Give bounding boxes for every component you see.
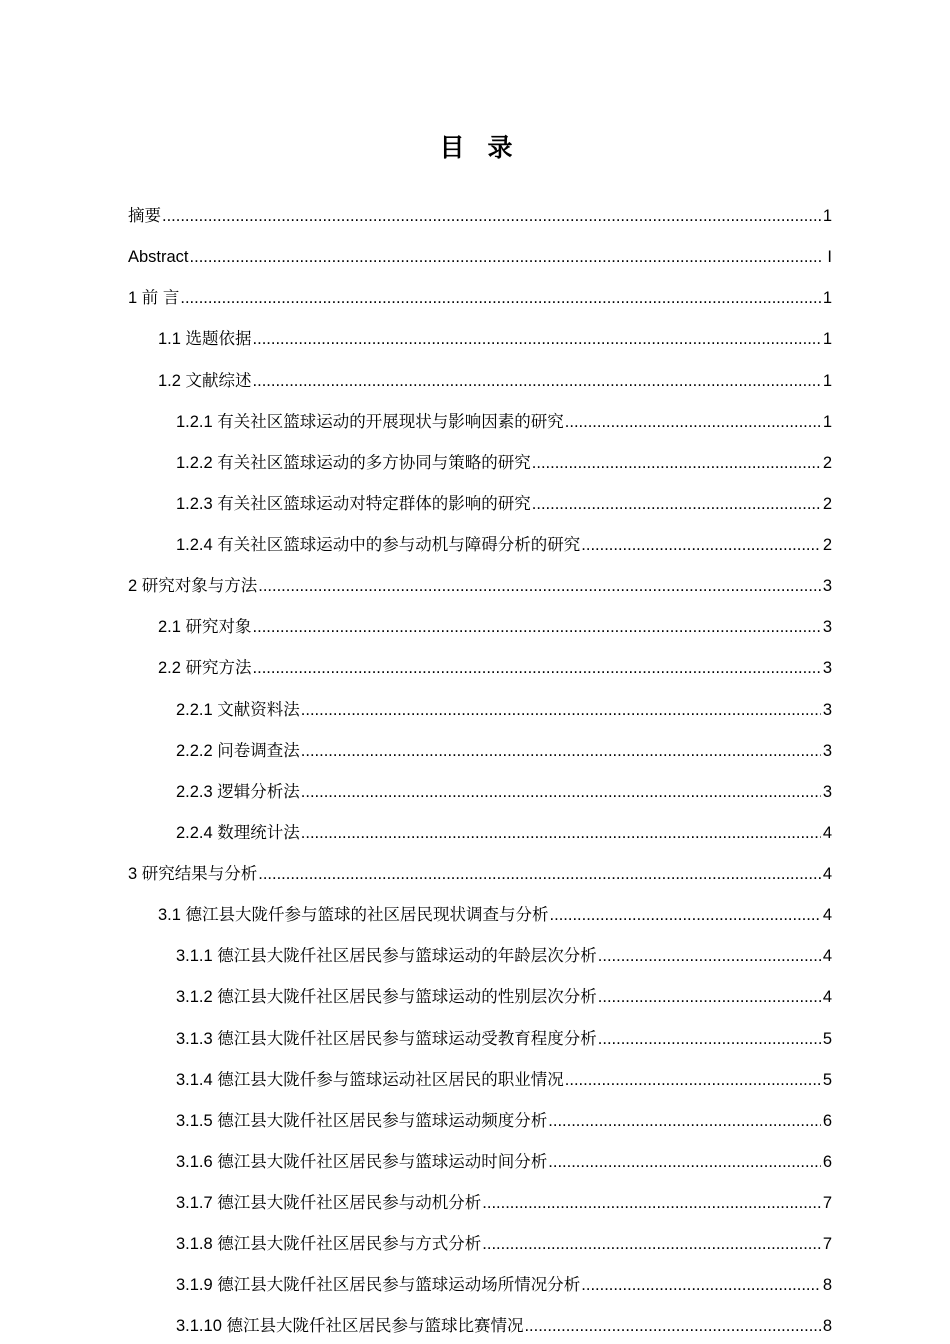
toc-entry-label: 3.1.4 德江县大陇仟参与篮球运动社区居民的职业情况 [176, 1070, 564, 1089]
toc-entry[interactable] [128, 576, 832, 597]
toc-entry-page-number: 2 [822, 536, 832, 554]
toc-leader-dots [180, 288, 821, 305]
toc-entry-page-number: 6 [822, 1152, 832, 1171]
toc-entry[interactable] [176, 453, 832, 474]
toc-entry-page-number: 3 [822, 659, 832, 678]
toc-entry[interactable] [176, 782, 832, 803]
toc-entry[interactable] [176, 1316, 832, 1337]
toc-entry[interactable] [128, 288, 832, 309]
toc-entry-page-number: 1 [822, 371, 832, 390]
toc-entry-label: 2.1 研究对象 [158, 618, 252, 637]
toc-leader-dots [548, 1111, 821, 1128]
toc-entry-page-number: 1 [822, 412, 832, 431]
toc-entry-label: 2.2.4 数理统计法 [176, 823, 300, 842]
toc-leader-dots [258, 576, 821, 593]
toc-entry-page-number: 4 [822, 988, 832, 1007]
toc-entry[interactable] [176, 535, 832, 556]
toc-entry-label: 2.2.3 逻辑分析法 [176, 782, 300, 801]
toc-entry[interactable] [158, 905, 832, 926]
toc-entry-label: 3.1.5 德江县大陇仟社区居民参与篮球运动频度分析 [176, 1111, 548, 1130]
toc-entry-label: 3.1.9 德江县大陇仟社区居民参与篮球运动场所情况分析 [176, 1276, 581, 1295]
toc-entry-label: 3.1.8 德江县大陇仟社区居民参与方式分析 [176, 1235, 482, 1254]
toc-entry-label: 1.2.4 有关社区篮球运动中的参与动机与障碍分析的研究 [176, 536, 581, 554]
toc-entry[interactable] [158, 658, 832, 679]
toc-entry-label: 3.1.2 德江县大陇仟社区居民参与篮球运动的性别层次分析 [176, 988, 597, 1007]
toc-entry-label: 1.2 文献综述 [158, 371, 252, 390]
toc-leader-dots [301, 823, 821, 840]
toc-entry-page-number: I [827, 248, 832, 267]
toc-leader-dots [581, 1275, 821, 1292]
toc-entry-page-number: 7 [822, 1235, 832, 1254]
toc-entry-page-number: 3 [822, 741, 832, 760]
toc-entry-page-number: 4 [822, 906, 832, 925]
toc-entry-page-number: 6 [822, 1111, 832, 1130]
toc-entry-page-number: 3 [822, 700, 832, 719]
toc-entry[interactable] [176, 1193, 832, 1214]
toc-entry-label: 摘要 [128, 207, 161, 225]
toc-leader-dots [253, 371, 821, 388]
toc-entry[interactable] [128, 864, 832, 885]
toc-entry-page-number: 4 [822, 947, 832, 966]
toc-leader-dots [258, 864, 821, 881]
toc-entry-label: 1.2.1 有关社区篮球运动的开展现状与影响因素的研究 [176, 412, 564, 431]
toc-entry-label: 3.1.7 德江县大陇仟社区居民参与动机分析 [176, 1194, 482, 1212]
toc-entry-page-number: 2 [822, 494, 832, 513]
toc-leader-dots [253, 658, 821, 675]
toc-entry-page-number: 1 [822, 330, 832, 349]
toc-leader-dots [482, 1234, 821, 1251]
toc-entry-page-number: 3 [822, 577, 832, 596]
toc-entry-label: 3 研究结果与分析 [128, 865, 258, 883]
toc-leader-dots [253, 617, 821, 634]
toc-entry-page-number: 1 [822, 289, 832, 308]
toc-entry[interactable] [176, 1234, 832, 1255]
toc-entry-page-number: 2 [822, 453, 832, 472]
toc-entry-label: 1.2.2 有关社区篮球运动的多方协同与策略的研究 [176, 453, 531, 472]
toc-entry[interactable] [128, 247, 832, 268]
toc-entry-page-number: 5 [822, 1070, 832, 1089]
toc-entry-label: 2.2.1 文献资料法 [176, 700, 300, 719]
toc-entry[interactable] [176, 412, 832, 433]
toc-entry[interactable] [158, 617, 832, 638]
toc-entry-page-number: 5 [822, 1029, 832, 1048]
table-of-contents [128, 206, 832, 1337]
toc-entry-label: 3.1.10 德江县大陇仟社区居民参与篮球比赛情况 [176, 1317, 524, 1336]
toc-leader-dots [532, 453, 821, 470]
toc-entry-label: 1.1 选题依据 [158, 330, 252, 349]
toc-leader-dots [598, 1029, 821, 1046]
toc-entry[interactable] [176, 1111, 832, 1132]
toc-leader-dots [482, 1193, 821, 1210]
toc-entry-page-number: 8 [822, 1317, 832, 1336]
toc-leader-dots [301, 700, 821, 717]
toc-entry-page-number: 7 [822, 1194, 832, 1212]
toc-entry[interactable] [176, 1152, 832, 1173]
toc-entry-label: 2 研究对象与方法 [128, 577, 258, 596]
toc-entry-label: Abstract [128, 248, 189, 267]
toc-entry-label: 1 前 言 [128, 289, 180, 308]
toc-entry[interactable] [176, 700, 832, 721]
toc-entry[interactable] [158, 329, 832, 350]
toc-entry-label: 3.1.6 德江县大陇仟社区居民参与篮球运动时间分析 [176, 1152, 548, 1171]
toc-entry-label: 2.2 研究方法 [158, 659, 252, 678]
toc-leader-dots [190, 247, 821, 264]
toc-entry[interactable] [128, 206, 832, 227]
toc-entry[interactable] [176, 1029, 832, 1050]
toc-entry-label: 3.1 德江县大陇仟参与篮球的社区居民现状调查与分析 [158, 906, 549, 925]
toc-entry[interactable] [176, 1275, 832, 1296]
toc-leader-dots [301, 741, 821, 758]
toc-entry[interactable] [158, 371, 832, 392]
toc-leader-dots [550, 905, 821, 922]
toc-entry-page-number: 4 [822, 865, 832, 883]
toc-entry-label: 2.2.2 问卷调查法 [176, 741, 300, 760]
toc-entry[interactable] [176, 1070, 832, 1091]
toc-leader-dots [524, 1316, 821, 1333]
toc-entry[interactable] [176, 741, 832, 762]
toc-leader-dots [598, 987, 821, 1004]
toc-entry-page-number: 3 [822, 782, 832, 801]
toc-entry[interactable] [176, 823, 832, 844]
toc-leader-dots [565, 412, 821, 429]
page-title: 目 录 [439, 134, 521, 162]
toc-leader-dots [565, 1070, 821, 1087]
toc-leader-dots [581, 535, 821, 552]
toc-leader-dots [598, 946, 821, 963]
toc-entry-label: 3.1.3 德江县大陇仟社区居民参与篮球运动受教育程度分析 [176, 1029, 597, 1048]
toc-leader-dots [162, 206, 821, 223]
toc-entry-page-number: 4 [822, 823, 832, 842]
toc-entry-page-number: 8 [822, 1276, 832, 1295]
toc-leader-dots [301, 782, 821, 799]
toc-leader-dots [253, 329, 821, 346]
toc-leader-dots [548, 1152, 821, 1169]
toc-entry[interactable] [176, 987, 832, 1008]
toc-entry-label: 3.1.1 德江县大陇仟社区居民参与篮球运动的年龄层次分析 [176, 947, 597, 966]
toc-entry-label: 1.2.3 有关社区篮球运动对特定群体的影响的研究 [176, 494, 531, 513]
toc-leader-dots [532, 494, 821, 511]
toc-entry-page-number: 3 [822, 618, 832, 637]
toc-entry[interactable] [176, 946, 832, 967]
toc-entry-page-number: 1 [822, 207, 832, 225]
toc-entry[interactable] [176, 494, 832, 515]
